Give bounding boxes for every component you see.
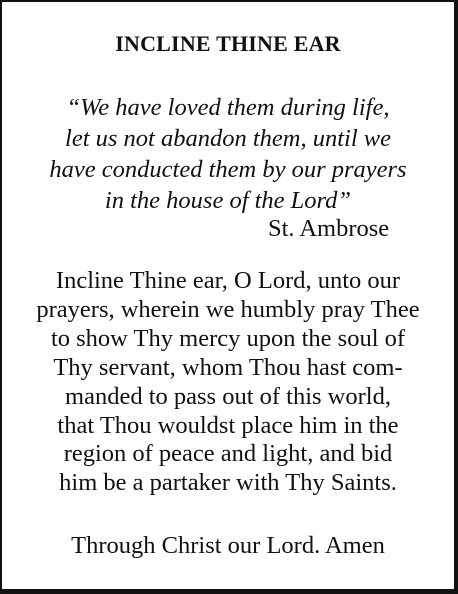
prayer-line: region of peace and light, and bid <box>63 440 393 468</box>
prayer-line: to show Thy mercy upon the soul of <box>50 324 406 352</box>
quote-line: let us not abandon them, until we <box>65 125 391 152</box>
prayer-line: that Thou wouldst place him in the <box>57 411 399 439</box>
quote-line: have conducted them by our prayers <box>49 156 407 183</box>
prayer-line: him be a partaker with Thy Saints. <box>59 469 397 497</box>
quote-block <box>2 92 454 216</box>
quote-attribution: St. Ambrose <box>268 215 390 242</box>
quote-line: in the house of the Lord” <box>104 187 352 214</box>
prayer-line: prayers, wherein we humbly pray Thee <box>36 295 420 323</box>
card-title: INCLINE THINE EAR <box>115 31 341 56</box>
prayer-text <box>2 267 454 498</box>
quote-line: “We have loved them during life, <box>66 94 390 121</box>
prayer-line: manded to pass out of this world, <box>65 382 391 410</box>
prayer-line: Incline Thine ear, O Lord, unto our <box>55 267 401 294</box>
closing-line: Through Christ our Lord. Amen <box>71 532 385 559</box>
prayer-line: Thy servant, whom Thou hast com- <box>53 353 403 381</box>
